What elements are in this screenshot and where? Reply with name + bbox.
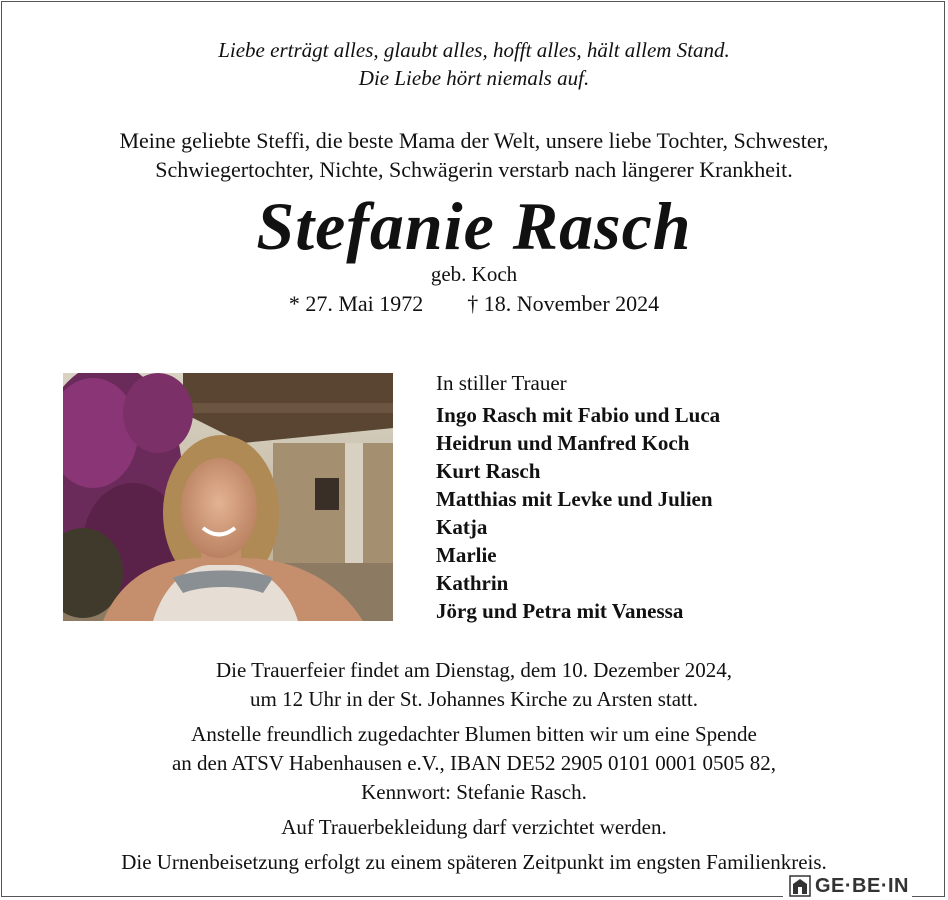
verse-line-1: Liebe erträgt alles, glaubt alles, hofft alles, hält allem Stand. bbox=[218, 38, 730, 62]
bible-verse bbox=[0, 36, 948, 92]
attire-note: Auf Trauerbekleidung darf verzichtet werden. bbox=[281, 815, 667, 839]
verse-line-2: Die Liebe hört niemals auf. bbox=[358, 66, 590, 90]
donation-info bbox=[0, 720, 948, 807]
mourner-name: Jörg und Petra mit Vanessa bbox=[436, 599, 684, 623]
mourner-name: Ingo Rasch mit Fabio und Luca bbox=[436, 403, 721, 427]
death-date: † 18. November 2024 bbox=[467, 291, 660, 316]
mourner-name: Matthias mit Levke und Julien bbox=[436, 487, 713, 511]
donation-line-1: Anstelle freundlich zugedachter Blumen bitten wir um eine Spende bbox=[191, 722, 757, 746]
mourner-name: Marlie bbox=[436, 543, 497, 567]
mourners-heading: In stiller Trauer bbox=[436, 371, 567, 395]
intro-line-1: Meine geliebte Steffi, die beste Mama der Welt, unsere liebe Tochter, Schwester, bbox=[119, 128, 829, 153]
donation-line-2: an den ATSV Habenhausen e.V., IBAN DE52 2905 0101 0001 0505 82, bbox=[171, 751, 777, 775]
mourner-name: Kurt Rasch bbox=[436, 459, 541, 483]
intro-text bbox=[0, 126, 948, 184]
mourner-name: Katja bbox=[436, 515, 488, 539]
life-dates bbox=[0, 289, 948, 319]
mourner-name: Kathrin bbox=[436, 571, 509, 595]
donation-line-3: Kennwort: Stefanie Rasch. bbox=[361, 780, 587, 804]
funeral-notes bbox=[0, 656, 948, 877]
maiden-name: geb. Koch bbox=[430, 262, 518, 286]
funeral-line-2: um 12 Uhr in der St. Johannes Kirche zu Arsten statt. bbox=[250, 687, 698, 711]
birth-date: * 27. Mai 1972 bbox=[288, 291, 424, 316]
mourners-section bbox=[436, 369, 916, 625]
logo-text: GE·BE·IN bbox=[815, 874, 909, 897]
mourner-name: Heidrun und Manfred Koch bbox=[436, 431, 690, 455]
funeral-info bbox=[0, 656, 948, 714]
burial-note: Die Urnenbeisetzung erfolgt zu einem späteren Zeitpunkt im engsten Familienkreis. bbox=[121, 850, 827, 874]
gebein-logo-icon bbox=[789, 875, 811, 897]
intro-line-2: Schwiegertochter, Nichte, Schwägerin verstarb nach längerer Krankheit. bbox=[155, 157, 793, 182]
publisher-logo bbox=[783, 874, 912, 898]
mourners-list bbox=[436, 401, 916, 625]
funeral-line-1: Die Trauerfeier findet am Dienstag, dem 10. Dezember 2024, bbox=[215, 658, 733, 682]
deceased-name: Stefanie Rasch bbox=[256, 188, 692, 264]
portrait-photo bbox=[63, 373, 393, 621]
